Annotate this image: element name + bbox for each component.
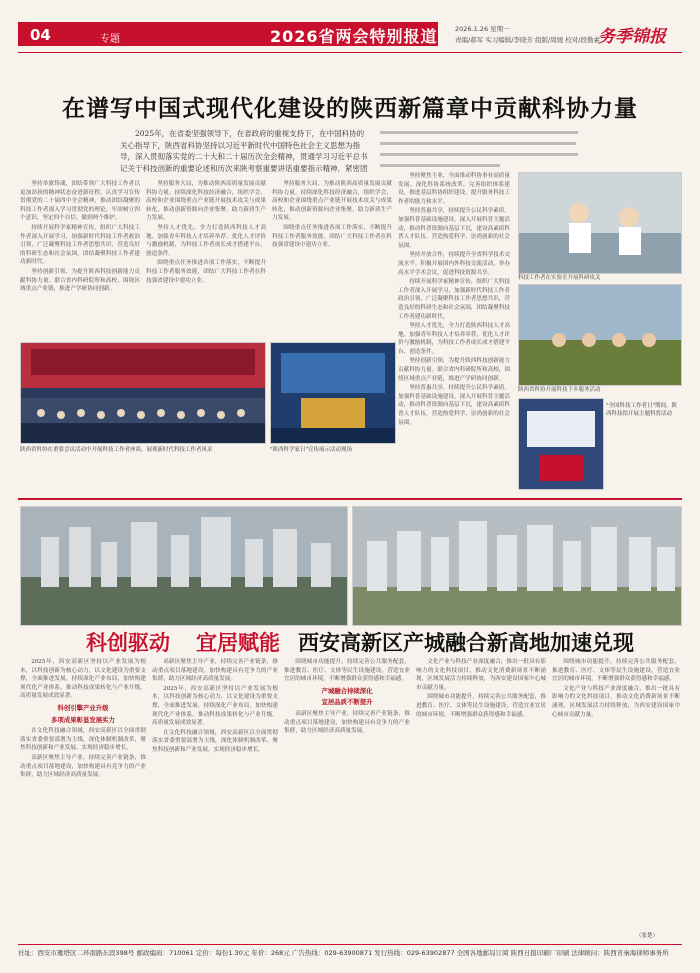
footer-rule (18, 944, 682, 945)
author-byline: （张楚） (636, 933, 659, 939)
article-column-3 (272, 180, 392, 338)
service-photo-image (519, 285, 681, 385)
service-photo-caption: 陕西省科协开展科技下乡服务活动 (518, 387, 601, 393)
feature-column-5 (552, 658, 680, 930)
paragraph: 坚持人才优先，全力打造陕西科技人才高地。加强青年科技人才培养举荐，优化人才评价与激励机制，为科技工作者成长成才搭建平台、创造条件。 (398, 323, 510, 355)
special-report-title: 2026省两会特别报道 (270, 27, 438, 46)
paragraph: 高新区聚焦主导产业，持续完善产业链条，推动重点项目落地建设，加快构建具有竞争力的产业集群，助力区域经济高质量发展。 (284, 710, 410, 735)
science-day-photo (518, 398, 604, 490)
paragraph: 坚持创新引领，为提升陕西科技创新能力贡献科协力量。联合省内科研院所和高校，围绕区域重点产业链，推进产学研协同创新。 (20, 268, 140, 293)
section-divider (18, 498, 682, 500)
paragraph: 坚持开放合作，持续提升全省科学技术交流水平。积极开展国内外科技交流活动，举办高水平学术会议，促进科技资源共享。 (398, 252, 510, 276)
paragraph: 坚持举旗铸魂，团结带领广大科技工作者以更加昂扬的精神状态奋进新征程。认真学习宣传贯彻党的二十届四中全会精神，推动团结凝聚的科技工作者深入学习贯彻党的理论，牢固树立四个意识，坚定四个自信，做到两个维护。 (20, 181, 140, 222)
meeting-photo (20, 342, 266, 444)
issue-date: 2026.1.26 星期一 (455, 25, 510, 33)
event-photo-caption: "陕西科学家日"宣传展示活动现场 (270, 447, 353, 453)
feature-column-4 (416, 658, 546, 940)
meeting-photo-caption: 陕西省科协在重要会议活动中开展科技工作者座谈，展现新时代科技工作者风采 (20, 447, 213, 453)
paragraph: 坚持服务大局，为推动陕西高质量发展贡献科协力量。持续深化科技经济融合，组织学会、高校和企业围绕重点产业链开展技术攻关与成果转化，推动创新资源向企业集聚，助力新质生产力发展。 (146, 181, 266, 222)
feature-title-mid: 宜居赋能 (196, 631, 280, 655)
paragraph: 在文化科技融合领域，西安高新区以全面贯彻落实省委重要部署为主线，深化体制机制改革，聚焦科技创新和产业发展，实现经济稳步增长。 (152, 729, 278, 753)
lab-photo-image (519, 173, 681, 273)
science-day-photo-image (519, 399, 603, 489)
main-headline: 在谱写中国式现代化建设的陕西新篇章中贡献科协力量 (62, 96, 638, 122)
paragraph: 文化产业与科技产业深度融合，推出一批具有影响力的文化科技项目，推动文化消费新场景不断涌现，区域发展活力持续释放，为西安建设国家中心城市贡献力量。 (416, 659, 546, 691)
science-day-caption: "全国科技工作者日"期间，陕西科技馆开展主题科普活动 (606, 403, 678, 417)
feature-column-2 (152, 658, 278, 940)
section-name: 专题 (100, 34, 120, 45)
paragraph: 高新区聚焦主导产业，持续完善产业链条，推动重点项目落地建设，加快构建具有竞争力的产业集群，助力区域经济高质量发展。 (152, 659, 278, 683)
paragraph: 坚持人才优先，全力打造陕西科技人才高地。加强青年科技人才培养举荐，优化人才评价与激励机制，为科技工作者成长成才搭建平台、创造条件。 (146, 224, 266, 257)
lead-paragraph: 2025年，在省委坚强领导下，在省政府的重视支持下，在中国科协的关心指导下，陕西省科协坚持以习近平新时代中国特色社会主义思想为指导，深入贯彻落实党的二十大和二十届历次全会精神，贯通学习习近平总书记关于科技创新的重要论述和历次来陕考察重要讲话重要指示精神，紧密团 (120, 129, 368, 172)
feature-column-1 (20, 658, 146, 940)
paragraph: 围绕城市功能提升，持续完善公共服务配套，推进教育、医疗、文体等民生设施建设，营造宜业宜居的城市环境，不断增强群众获得感和幸福感。 (416, 694, 546, 718)
newspaper-logo: 务季锦报 (598, 27, 666, 47)
feature-column-3 (284, 658, 410, 940)
feature-title-right: 西安高新区产城融合新高地加速兑现 (298, 631, 634, 655)
staff-credits: 责编/郝军 实习编辑/李晓芳 组版/周媛 校对/段勤素 (455, 36, 600, 44)
city-aerial-image-left (21, 507, 347, 625)
footer-info: 社址：西安市雁塔区二环南路东段398号 邮政编码：710061 定价：每份1.30元 年价：268元 广告热线：029-63900871 发行热线：029-63902877 全国各地邮局订阅 陕西日报印刷厂印刷 法律顾问：陕西省秦海律师事务所 (18, 949, 669, 957)
paragraph: 围绕城市功能提升，持续完善公共服务配套，推进教育、医疗、文体等民生设施建设，营造宜业宜居的城市环境，不断增强群众获得感和幸福感。 (284, 659, 410, 683)
article-column-4 (398, 172, 510, 542)
paragraph: 围绕重点任务推进各项工作落实，不断提升科技工作者服务效能，团结广大科技工作者在科技强省建设中建功立业。 (146, 260, 266, 284)
paragraph: 持续开展科学家精神宣传，组织广大科技工作者深入开展学习，加强新时代科技工作者政治引领，广泛凝聚科技工作者思想共识，营造良好的科研生态和社会氛围，团结凝聚科技工作者建功新时代。 (398, 279, 510, 320)
masthead-meta (455, 24, 600, 46)
hightech-zone-photo-right (352, 506, 682, 626)
subhead: 宜居品质不断提升 (321, 698, 373, 707)
paragraph: 在文化科技融合领域，西安高新区以全面贯彻落实省委重要部署为主线，深化体制机制改革，聚焦科技创新和产业发展，实现经济稳步增长。 (20, 728, 146, 752)
subhead: 多项成果彰显发展实力 (51, 715, 115, 724)
paragraph: 坚持聚焦主业，全面推动科协事业高质量发展。深化科协系统改革，完善组织体系建设，推进基层科协组织建设，提升服务科技工作者的能力和水平。 (398, 173, 510, 205)
paragraph: 坚持创新引领，为提升陕西科技创新能力贡献科协力量。联合省内科研院所和高校，围绕区域重点产业链，推进产学研协同创新。 (398, 358, 510, 382)
hightech-zone-photo-left (20, 506, 348, 626)
paragraph: 坚持普惠共享，持续提升公民科学素质。加强科普基础设施建设，深入开展科普主题活动，推动科普资源向基层下沉，建设高素质科普人才队伍，营造热爱科学、崇尚创新的社会氛围。 (398, 208, 510, 249)
event-photo-image (271, 343, 395, 443)
article-column-1 (20, 180, 140, 338)
feature-title-left: 科创驱动 (86, 631, 170, 655)
paragraph: 坚持服务大局，为推动陕西高质量发展贡献科协力量。持续深化科技经济融合，组织学会、高校和企业围绕重点产业链开展技术攻关与成果转化，推动创新资源向企业集聚，助力新质生产力发展。 (272, 181, 392, 222)
paragraph: 2025年，西安高新区坚持以产业发展为根本，以科技创新为核心动力，以文化建设为重要支撑，全面推进发展，持续深化产业布局，加快构建现代化产业体系，推动科技成果转化与产业升级，高质量发展成效显著。 (152, 685, 278, 727)
paragraph: 持续开展科学家精神宣传，组织广大科技工作者深入开展学习，加强新时代科技工作者政治引领，广泛凝聚科技工作者思想共识，营造良好的科研生态和社会氛围，团结凝聚科技工作者建功新时代。 (20, 224, 140, 266)
lead-text-lines (380, 128, 580, 172)
paragraph: 围绕城市功能提升，持续完善公共服务配套，推进教育、医疗、文体等民生设施建设，营造宜业宜居的城市环境，不断增强群众获得感和幸福感。 (552, 659, 680, 683)
paragraph: 高新区聚焦主导产业，持续完善产业链条，推动重点项目落地建设，加快构建具有竞争力的产业集群，助力区域经济高质量发展。 (20, 754, 146, 779)
paragraph: 围绕重点任务推进各项工作落实，不断提升科技工作者服务效能，团结广大科技工作者在科技强省建设中建功立业。 (272, 224, 392, 249)
paragraph: 2025年，西安高新区坚持以产业发展为根本，以科技创新为核心动力，以文化建设为重要支撑，全面推进发展，持续深化产业布局，加快构建现代化产业体系，推动科技成果转化与产业升级，高质量发展成效显著。 (20, 659, 146, 700)
lab-photo-caption: 科技工作者在实验室开展科研攻关 (518, 275, 601, 281)
event-photo (270, 342, 396, 444)
article-column-2 (146, 180, 266, 338)
subhead: 科创引擎产业升级 (57, 703, 109, 712)
paragraph: 坚持普惠共享，持续提升公民科学素质。加强科普基础设施建设，深入开展科普主题活动，推动科普资源向基层下沉，建设高素质科普人才队伍，营造热爱科学、崇尚创新的社会氛围。 (398, 385, 510, 426)
city-aerial-image-right (353, 507, 681, 625)
lead-paragraph-continued (380, 128, 580, 172)
paragraph: 文化产业与科技产业深度融合，推出一批具有影响力的文化科技项目，推动文化消费新场景不断涌现，区域发展活力持续释放，为西安建设国家中心城市贡献力量。 (552, 685, 680, 718)
subhead: 产城融合持续深化 (321, 686, 373, 695)
page-number: 04 (30, 26, 51, 44)
lab-photo (518, 172, 682, 274)
service-photo (518, 284, 682, 386)
masthead-rule (18, 52, 682, 53)
meeting-photo-image (21, 343, 265, 443)
